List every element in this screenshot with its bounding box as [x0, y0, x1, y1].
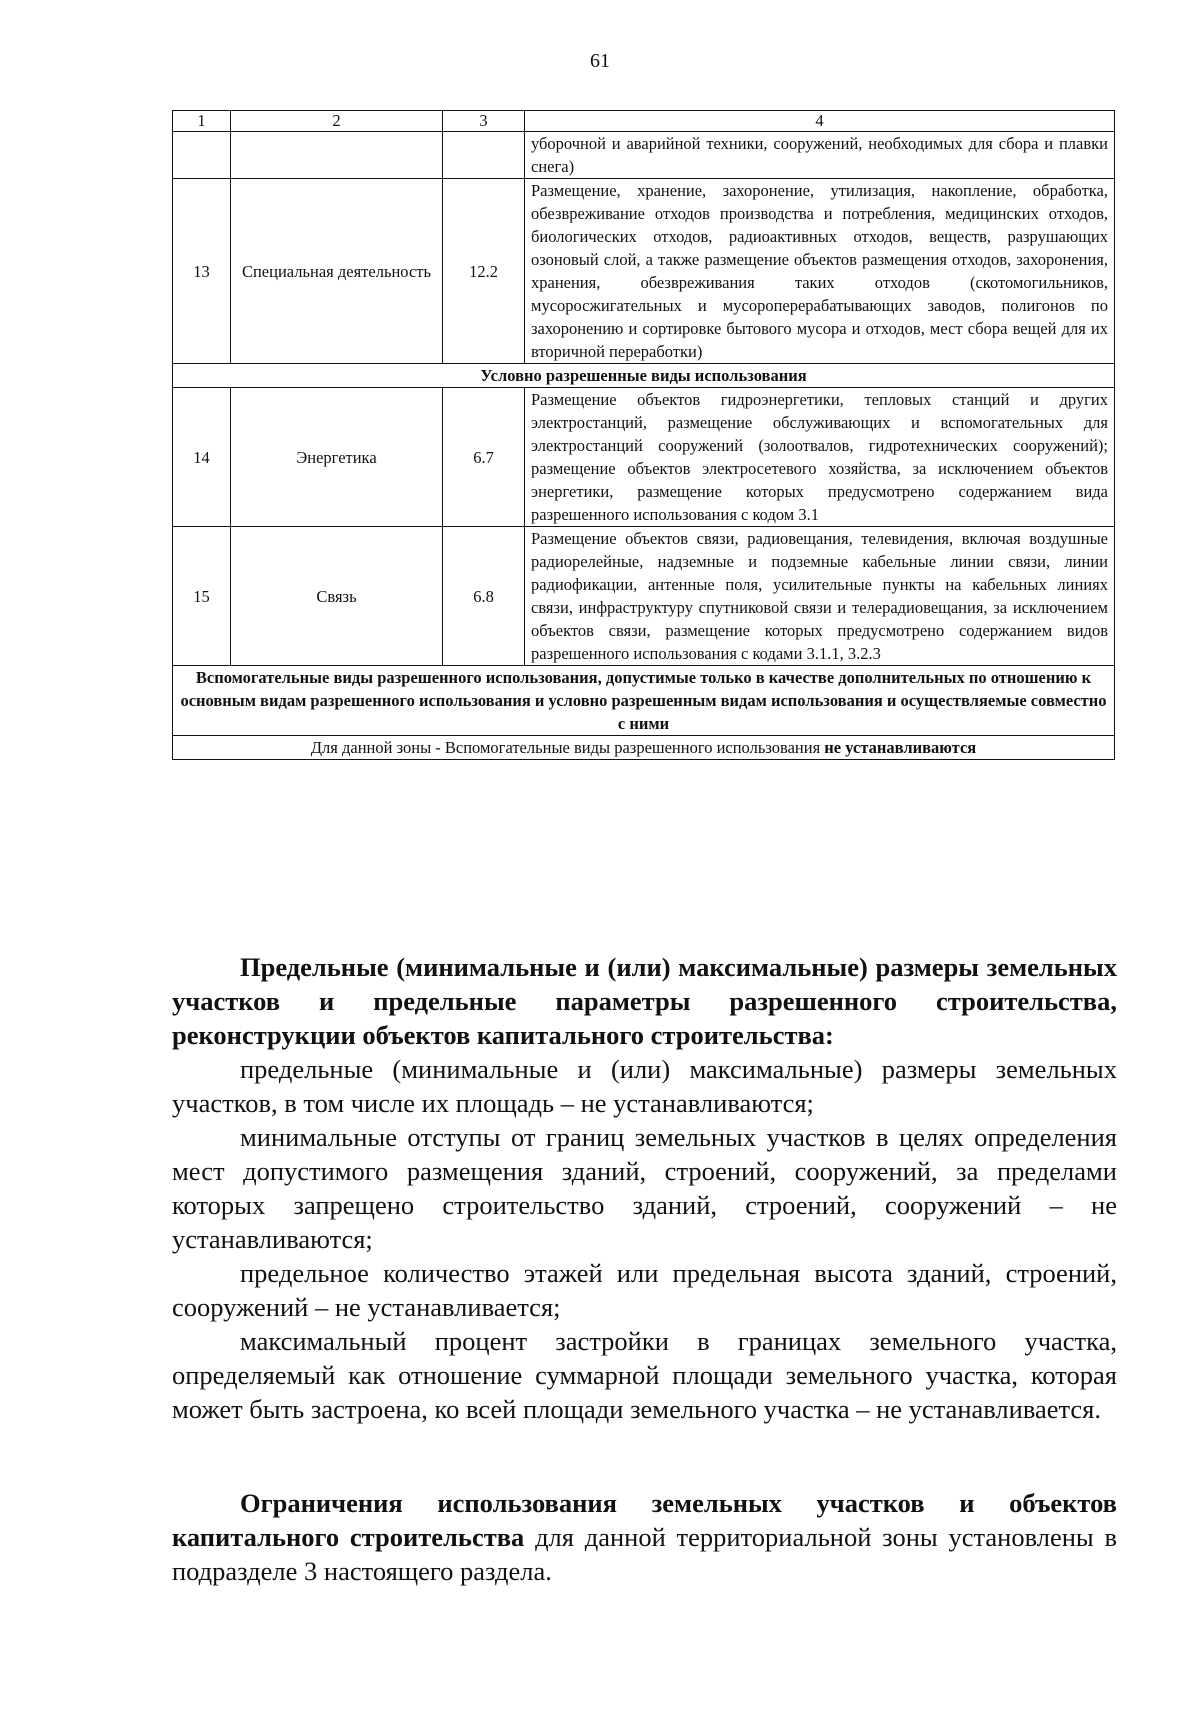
restrictions-bold: Ограничения использования земельных участков и объектов капитального строительства [172, 1488, 1117, 1552]
limits-item: максимальный процент застройки в границах земельного участка, определяемый как отношение суммарной площади земельного участка, которая может быть застроена, ко всей площади земельного участка – не устанавливается. [172, 1326, 1117, 1424]
limits-list [172, 1052, 1117, 1426]
auxiliary-heading-row [173, 666, 1115, 736]
row-number: 13 [173, 179, 231, 364]
table-header-row [173, 111, 1115, 132]
row-code: 6.8 [443, 527, 525, 666]
limits-heading-block [172, 950, 1117, 1052]
row-code: 12.2 [443, 179, 525, 364]
auxiliary-heading: Вспомогательные виды разрешенного использования, допустимые только в качестве дополнительных по отношению к основным видам разрешенного использования и условно разрешенным видам использования и осуществляемые совместно с ними [173, 666, 1115, 736]
row-number: 14 [173, 388, 231, 527]
row-code: 6.7 [443, 388, 525, 527]
limits-heading: Предельные (минимальные и (или) максимальные) размеры земельных участков и предельные параметры разрешенного строительства, реконструкции объектов капитального строительства: [172, 952, 1117, 1050]
auxiliary-note-row [173, 736, 1115, 760]
table-row [173, 179, 1115, 364]
table-row [173, 527, 1115, 666]
row-description: Размещение объектов связи, радиовещания, телевидения, включая воздушные радиорелейные, надземные и подземные кабельные линии связи, линии радиофикации, антенные поля, усилительные пункты на кабельных линиях связи, инфраструктуру спутниковой связи и телерадиовещания, за исключением объектов связи, размещение которых предусмотрено содержанием видов разрешенного использования с кодами 3.1.1, 3.2.3 [525, 527, 1115, 666]
header-cell-2: 2 [231, 111, 443, 132]
auxiliary-note [173, 736, 1115, 760]
row-name: Энергетика [231, 388, 443, 527]
land-use-table [172, 110, 1115, 760]
auxiliary-note-emphasis: не устанавливаются [824, 738, 977, 757]
table-row [173, 388, 1115, 527]
table-row-continuation [173, 132, 1115, 179]
auxiliary-note-prefix: Для данной зоны - Вспомогательные виды разрешенного использования [310, 738, 821, 757]
row-description: Размещение, хранение, захоронение, утилизация, накопление, обработка, обезвреживание отходов производства и потребления, медицинских отходов, биологических отходов, радиоактивных отходов, веществ, разрушающих озоновый слой, а также размещение объектов размещения отходов, захоронения, хранения, обезвреживания таких отходов (скотомогильников, мусоросжигательных и мусороперерабатывающих заводов, полигонов по захоронению и сортировке бытового мусора и отходов, мест сбора вещей для их вторичной переработки) [525, 179, 1115, 364]
row-name: Связь [231, 527, 443, 666]
row-description: Размещение объектов гидроэнергетики, тепловых станций и других электростанций, размещение обслуживающих и вспомогательных для электростанций сооружений (золоотвалов, гидротехнических сооружений); размещение объектов электросетевого хозяйства, за исключением объектов энергетики, размещение которых предусмотрено содержанием вида разрешенного использования с кодом 3.1 [525, 388, 1115, 527]
conditional-heading: Условно разрешенные виды использования [173, 364, 1115, 388]
page-number: 61 [590, 50, 610, 72]
restrictions-rest: для данной территориальной зоны установлены в подразделе 3 настоящего раздела. [172, 1522, 1117, 1586]
header-cell-3: 3 [443, 111, 525, 132]
limits-item: минимальные отступы от границ земельных участков в целях определения мест допустимого размещения зданий, строений, сооружений, за пределами которых запрещено строительство зданий, строений, сооружений – не устанавливаются; [172, 1122, 1117, 1254]
limits-item: предельное количество этажей или предельная высота зданий, строений, сооружений – не устанавливается; [172, 1258, 1117, 1322]
header-cell-4: 4 [525, 111, 1115, 132]
row-number: 15 [173, 527, 231, 666]
header-cell-1: 1 [173, 111, 231, 132]
limits-item: предельные (минимальные и (или) максимальные) размеры земельных участков, в том числе их площадь – не устанавливаются; [172, 1054, 1117, 1118]
conditional-heading-row [173, 364, 1115, 388]
row-name: Специальная деятельность [231, 179, 443, 364]
continuation-text: уборочной и аварийной техники, сооружений, необходимых для сбора и плавки снега) [525, 132, 1115, 179]
restrictions-paragraph [172, 1486, 1117, 1588]
